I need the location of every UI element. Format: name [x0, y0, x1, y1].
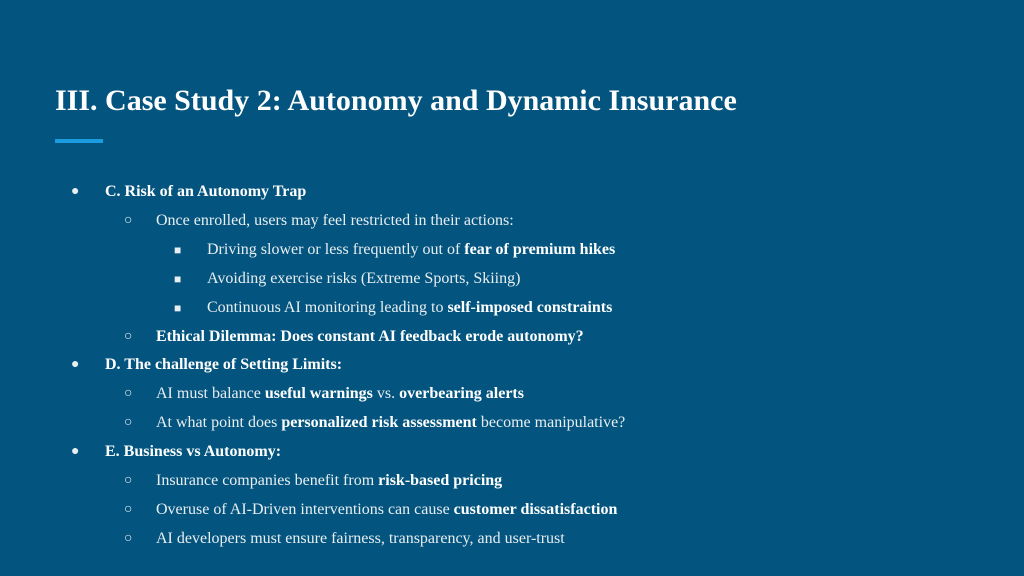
bullet-item-level-3	[174, 240, 616, 260]
bullet-text: vs.	[372, 385, 400, 403]
bullet-text: Driving slower or less frequently out of	[207, 240, 465, 258]
bullet-text: AI developers must ensure fairness, transparency, and user-trust	[156, 529, 565, 547]
bullet-text: become manipulative?	[476, 414, 626, 432]
bullet-marker: ○	[124, 501, 133, 517]
bullet-marker: ■	[174, 271, 182, 286]
bullet-marker: ●	[71, 184, 80, 199]
bullet-text-bold: overbearing alerts	[399, 385, 524, 403]
bullet-item-level-3	[174, 298, 613, 318]
bullet-item-level-2	[124, 500, 618, 520]
bullet-text: Overuse of AI-Driven interventions can cause	[156, 500, 454, 518]
bullet-text: Avoiding exercise risks (Extreme Sports, Skiing)	[207, 269, 521, 287]
bullet-text-bold: fear of premium hikes	[464, 240, 616, 258]
bullet-marker: ○	[124, 473, 133, 488]
bullet-text-bold: C. Risk of an Autonomy Trap	[105, 183, 307, 200]
bullet-marker: ○	[124, 386, 133, 402]
bullet-text-bold: E. Business vs Autonomy:	[105, 443, 282, 461]
bullet-text: AI must balance	[156, 385, 265, 403]
bullet-text: At what point does	[156, 414, 282, 432]
bullet-marker: ○	[124, 530, 133, 546]
bullet-marker: ○	[124, 328, 133, 344]
bullet-item-level-2	[124, 471, 503, 491]
bullet-marker: ○	[124, 212, 133, 228]
bullet-marker: ●	[71, 357, 80, 373]
bullet-text-bold: self-imposed constraints	[447, 298, 613, 316]
bullet-marker: ○	[124, 415, 133, 431]
bullet-item-level-1	[71, 182, 307, 202]
bullet-text: Insurance companies benefit from	[156, 472, 379, 489]
bullet-item-level-2	[124, 529, 565, 549]
bullet-text: Continuous AI monitoring leading to	[207, 298, 448, 316]
bullet-text-bold: personalized risk assessment	[281, 414, 477, 432]
bullet-marker: ■	[174, 300, 182, 315]
bullet-item-level-1	[71, 442, 282, 462]
bullet-item-level-2	[124, 413, 626, 433]
bullet-item-level-1	[71, 355, 343, 375]
bullet-text-bold: Ethical Dilemma: Does constant AI feedback erode autonomy?	[156, 327, 584, 345]
bullet-item-level-2	[124, 384, 524, 404]
bullet-marker: ●	[71, 444, 80, 460]
bullet-text-bold: risk-based pricing	[378, 472, 503, 489]
bullet-text-bold: D. The challenge of Setting Limits:	[105, 356, 343, 374]
bullet-marker: ■	[174, 242, 182, 257]
bullet-text-bold: useful warnings	[264, 385, 373, 403]
bullet-text: Once enrolled, users may feel restricted in their actions:	[156, 211, 514, 229]
bullet-item-level-2	[124, 211, 514, 231]
bullet-item-level-2	[124, 327, 584, 347]
slide-title: III. Case Study 2: Autonomy and Dynamic Insurance	[55, 84, 737, 117]
bullet-text-bold: customer dissatisfaction	[453, 500, 618, 518]
bullet-item-level-3	[174, 269, 521, 289]
